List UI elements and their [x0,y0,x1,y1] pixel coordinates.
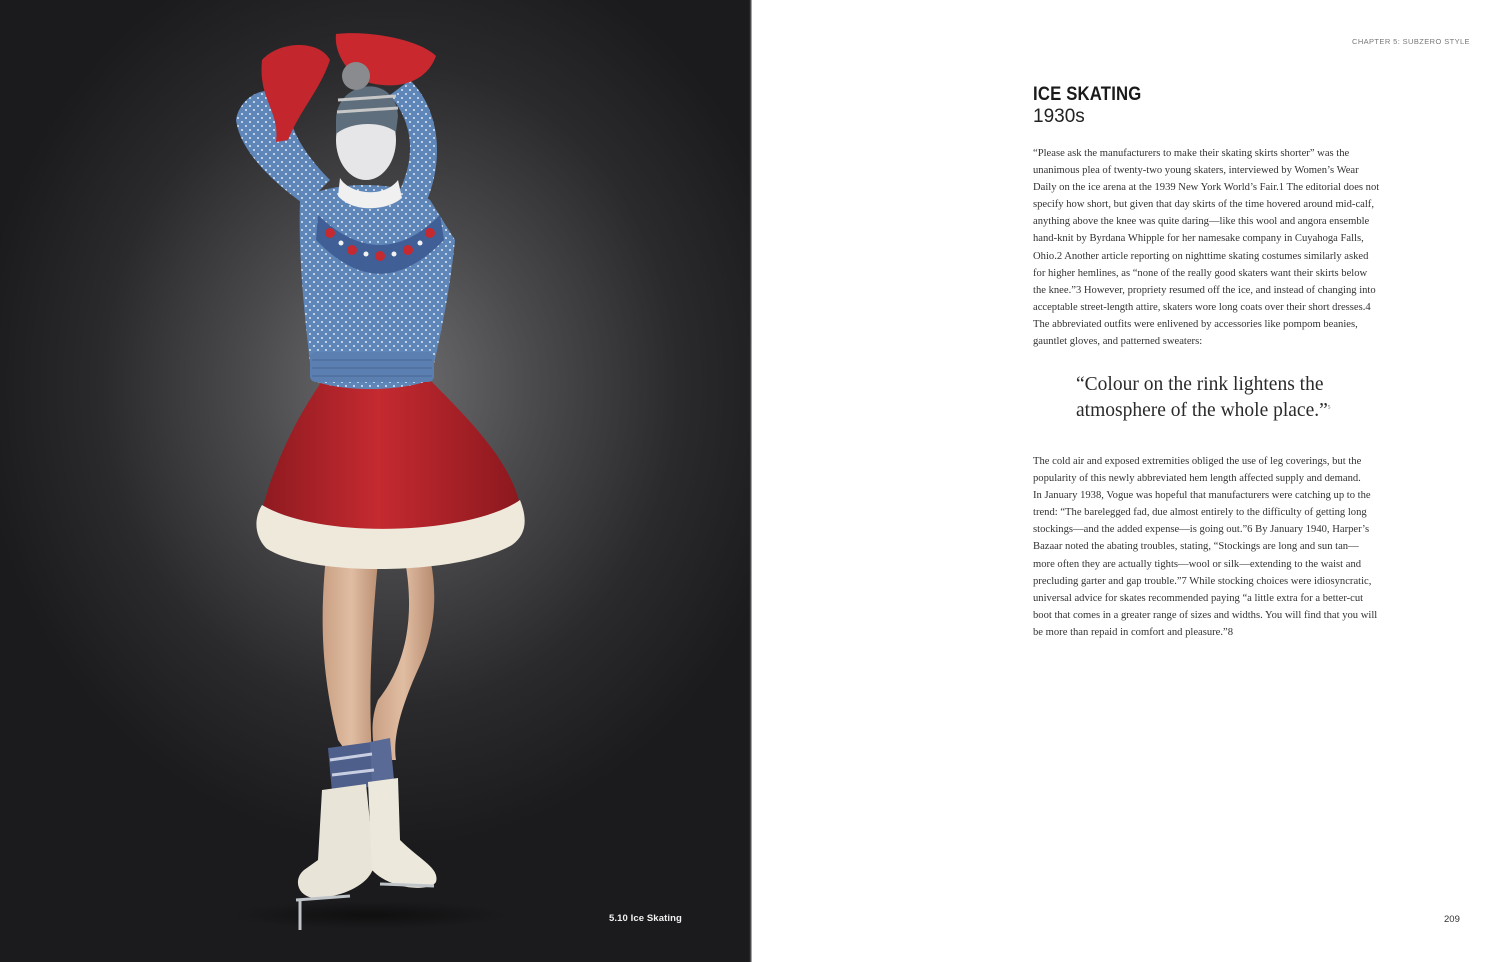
paragraph-line: gauntlet gloves, and patterned sweaters: [1033,336,1203,348]
paragraph-line: Daily on the ice arena at the 1939 New York World’s Fair.1 The editorial does not [1033,182,1380,194]
pull-quote-note: 5 [1327,404,1331,411]
paragraph-line: trend: “The barelegged fad, due almost entirely to the difficulty of getting long [1033,507,1367,519]
red-skirt [262,370,520,534]
section-title: ICE SKATING [1033,84,1142,105]
paragraph-line: “Please ask the manufacturers to make their skating skirts shorter” was the [1033,148,1350,159]
paragraph-line: unanimous plea of twenty-two young skaters, interviewed by Women’s Wear [1033,165,1359,177]
paragraph-line: boot that comes in a greater range of sizes and widths. You will find that you will [1033,609,1378,621]
paragraph-line: be more than repaid in comfort and pleasure.”8 [1033,626,1234,638]
paragraph-line: stockings—and the added expense—is going out.”6 By January 1940, Harper’s [1033,524,1370,536]
right-sock [370,738,394,784]
body-paragraph-2 [1033,453,1433,641]
paragraph-line: more often they are actually tights—wool or silk—extending to the waist and [1033,558,1362,570]
paragraph-line: acceptable street-length attire, skaters wore long coats over their short dresses.4 [1033,301,1371,313]
paragraph-line: precluding garter and gap trouble.”7 While stocking choices were idiosyncratic, [1033,575,1372,587]
paragraph-line: the knee.”3 However, propriety resumed off the ice, and instead of changing into [1033,284,1376,296]
running-head: CHAPTER 5: SUBZERO STYLE [1352,37,1470,46]
right-skate [368,778,437,888]
pull-quote-line-1: “Colour on the rink lightens the [1076,374,1324,395]
paragraph-line: The cold air and exposed extremities obliged the use of leg coverings, but the [1033,456,1362,467]
paragraph-line: hand-knit by Byrdana Whipple for her namesake company in Cuyahoga Falls, [1033,233,1364,245]
paragraph-line: specify how short, but given that day skirts of the time hovered around mid-calf, [1033,199,1374,211]
book-gutter [749,0,752,962]
right-blade [380,884,434,886]
paragraph-line: anything above the knee was quite daring—like this wool and angora ensemble [1033,216,1370,228]
floor-shadow [230,901,510,929]
paragraph-line: In January 1938, Vogue was hopeful that manufacturers were catching up to the [1033,490,1371,502]
paragraph-line: for higher hemlines, as “none of the really good skaters want their skirts below [1033,267,1368,279]
beanie-pompom [342,62,370,90]
section-subtitle: 1930s [1033,106,1085,127]
body-paragraph-1 [1033,145,1433,350]
paragraph-line: The abbreviated outfits were enlivened by accessories like pompom beanies, [1033,318,1358,330]
page-number: 209 [1444,914,1460,925]
pull-quote-line-2: atmosphere of the whole place.” [1076,400,1328,421]
paragraph-line: popularity of this newly abbreviated hem length affected supply and demand. [1033,473,1361,485]
pull-quote [1076,372,1406,424]
left-skate [298,784,374,898]
paragraph-line: Ohio.2 Another article reporting on nighttime skating costumes similarly asked [1033,250,1369,262]
paragraph-line: Bazaar noted the abating troubles, stating, “Stockings are long and sun tan— [1033,541,1359,553]
figure-caption: 5.10 Ice Skating [609,913,682,924]
paragraph-line: universal advice for skates recommended paying “a little extra for a better-cut [1033,592,1364,604]
